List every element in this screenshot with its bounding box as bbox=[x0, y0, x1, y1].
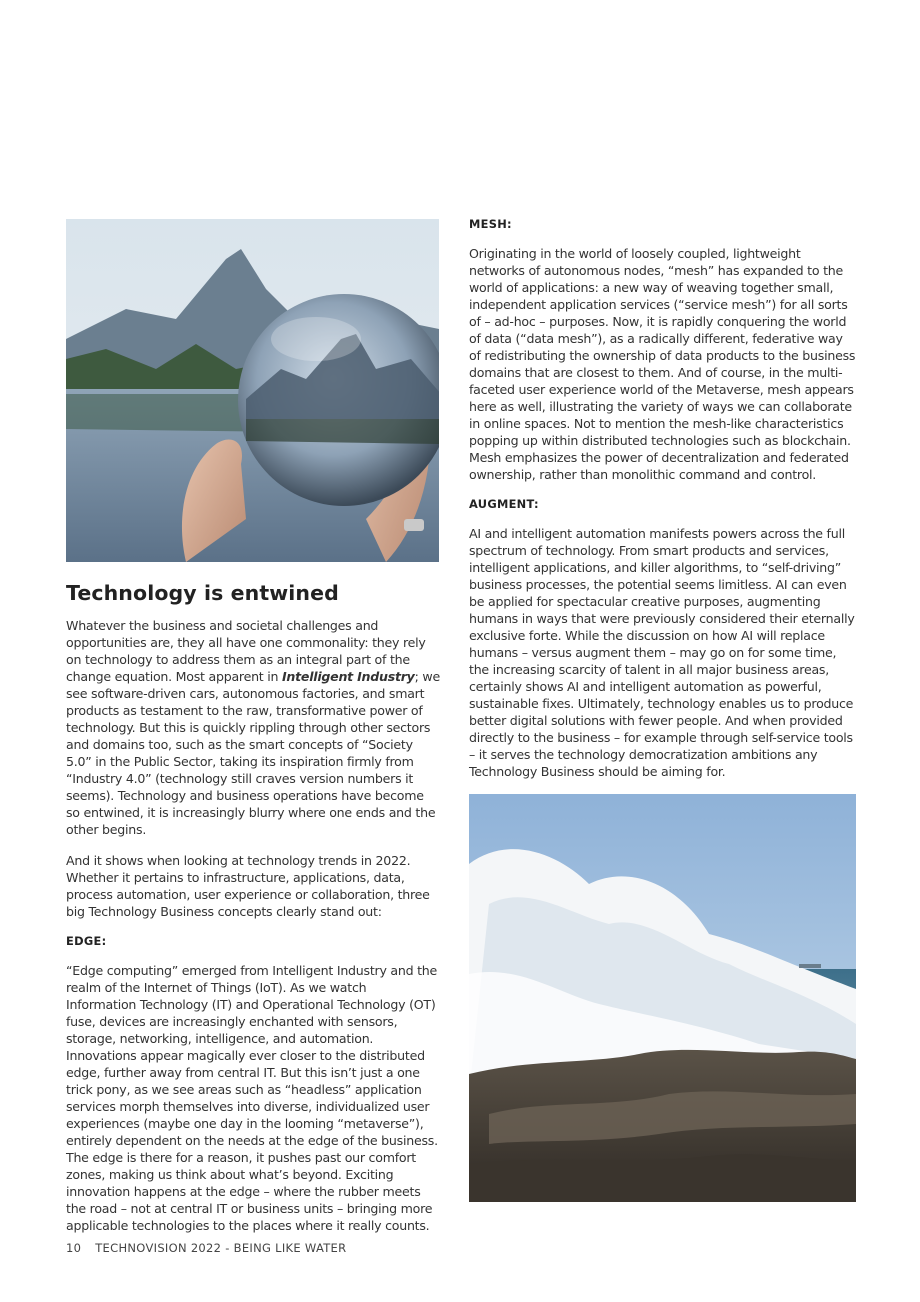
intro-paragraph-1 bbox=[66, 617, 440, 838]
ocean-wave-photo bbox=[469, 794, 856, 1202]
augment-paragraph: AI and intelligent automation manifests powers across the full spectrum of technology. From smart products and services, intelligent applications, and killer algorithms, to “self-driving” business processes, the potential seems limitless. AI can even be applied for spectacular creative purposes, augmenting humans in ways that were previously considered their eternally exclusive forte. While the discussion on how AI will replace humans – versus augment them – may go on for some time, the increasing scarcity of talent in all major business areas, certainly shows AI and intelligent automation as powerful, sustainable fixes. Ultimately, technology enables us to produce better digital solutions with fewer people. And when provided directly to the business – for example through self-service tools – it serves the technology democratization ambitions any Technology Business should be aiming for. bbox=[469, 526, 855, 779]
ocean-wave-image bbox=[469, 794, 856, 1202]
crystal-ball-image bbox=[66, 219, 439, 562]
page-number: 10 bbox=[66, 1241, 82, 1255]
intro-paragraph-2: And it shows when looking at technology trends in 2022. Whether it pertains to infrastructure, applications, data, process automation, user experience or collaboration, three big Technology Business concepts clearly stand out: bbox=[66, 853, 430, 919]
publication-title: TECHNOVISION 2022 - BEING LIKE WATER bbox=[95, 1241, 347, 1255]
right-column bbox=[469, 217, 857, 1202]
left-column bbox=[66, 219, 440, 1248]
edge-paragraph: “Edge computing” emerged from Intelligent Industry and the realm of the Internet of Things (IoT). As we watch Information Technology (IT) and Operational Technology (OT) fuse, devices are increasingly enchanted with sensors, storage, networking, intelligence, and automation. Innovations appear magically ever closer to the distributed edge, further away from central IT. But this isn’t just a one trick pony, as we see areas such as “headless” application services morph themselves into diverse, individualized user experiences (maybe one day in the looming “metaverse”), entirely dependent on the needs at the edge of the business. The edge is there for a reason, it pushes past our comfort zones, making us think about what’s beyond. Exciting innovation happens at the edge – where the rubber meets the road – not at central IT or business units – bringing more applicable technologies to the places where it really counts. bbox=[66, 963, 438, 1233]
section-title: Technology is entwined bbox=[66, 581, 339, 605]
intelligent-industry-emphasis: Intelligent Industry bbox=[281, 669, 415, 684]
intro-text-part-2: ; we see software-driven cars, autonomous factories, and smart products as testament to the raw, transformative power of technology. But this is quickly rippling through other sectors and domains too, such as the smart concepts of “Society 5.0” in the Public Sector, taking its inspiration firmly from “Industry 4.0” (technology still craves version numbers it seems). Technology and business operations have become so entwined, it is increasingly blurry where one ends and the other begins. bbox=[66, 669, 440, 837]
mesh-paragraph: Originating in the world of loosely coupled, lightweight networks of autonomous nodes, “mesh” has expanded to the world of applications: a new way of weaving together small, independent application services (“service mesh”) for all sorts of – ad-hoc – purposes. Now, it is rapidly conquering the world of data (“data mesh”), as a radically different, federative way of redistributing the ownership of data products to the business domains that are closest to them. And of course, in the multi-faceted user experience world of the Metaverse, mesh appears here as well, illustrating the variety of ways we can collaborate in online spaces. Not to mention the mesh-like characteristics popping up within distributed technologies such as blockchain. Mesh emphasizes the power of decentralization and federated ownership, rather than monolithic command and control. bbox=[469, 246, 856, 482]
mesh-heading: MESH: bbox=[469, 217, 512, 231]
augment-heading: AUGMENT: bbox=[469, 497, 539, 511]
edge-heading: EDGE: bbox=[66, 934, 107, 948]
page-footer bbox=[66, 1241, 346, 1255]
intro-text-part-1: Whatever the business and societal challenges and opportunities are, they all have one commonality: they rely on technology to address them as an integral part of the change equation. Most apparent in bbox=[66, 618, 426, 684]
crystal-ball-lake-photo bbox=[66, 219, 439, 562]
